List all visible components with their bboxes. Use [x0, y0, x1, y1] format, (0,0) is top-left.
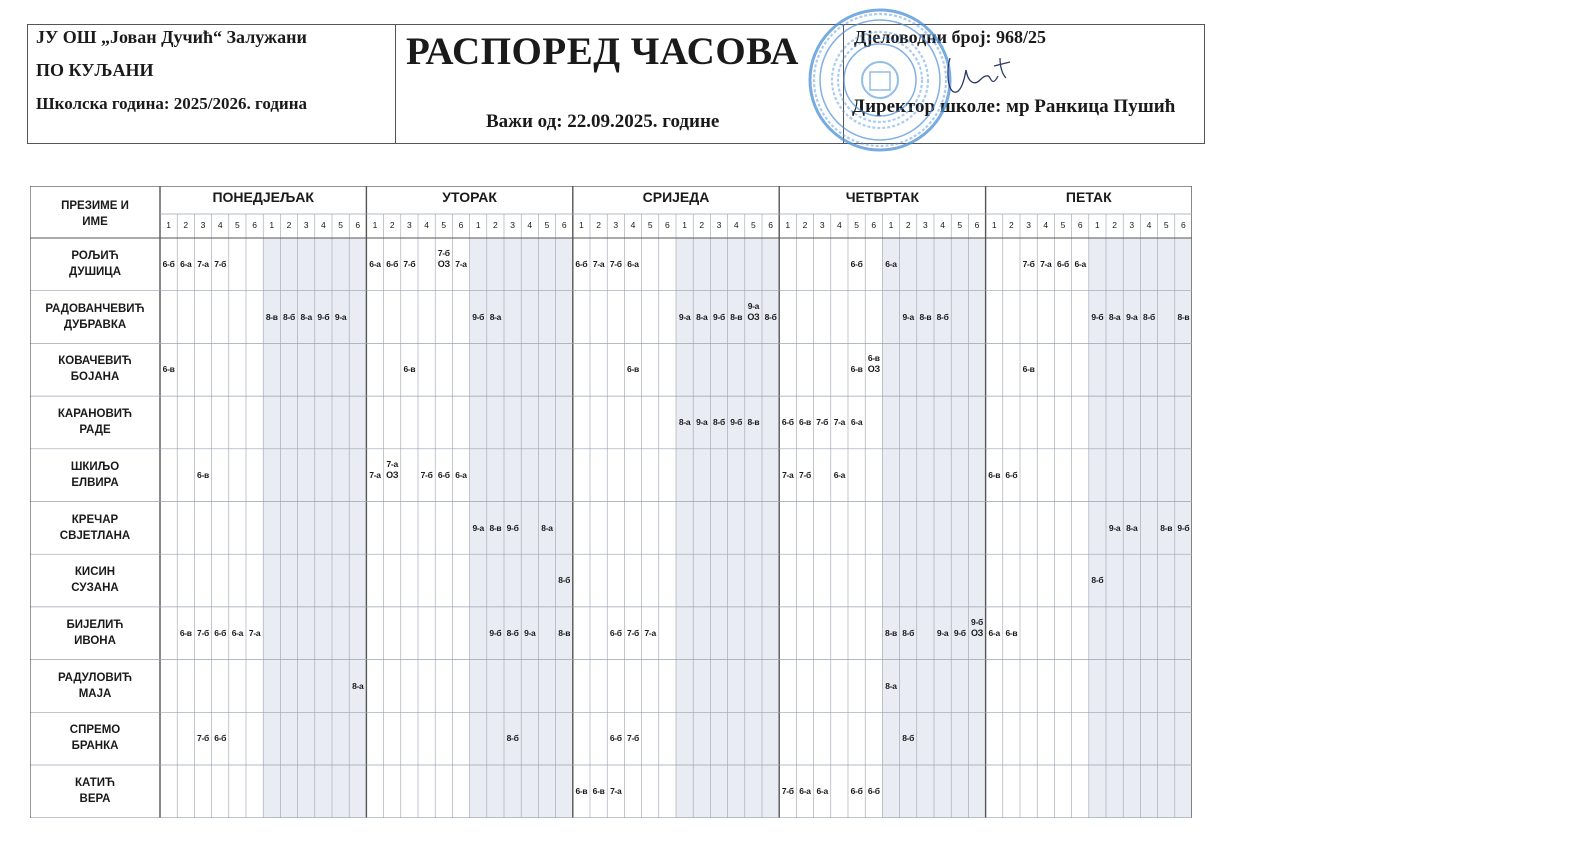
class-cell: 8-а — [678, 417, 691, 428]
period-number: 1 — [372, 220, 378, 230]
period-number: 2 — [1112, 220, 1117, 230]
class-cell: 6-а — [885, 259, 897, 269]
class-cell: 7-а — [610, 786, 622, 796]
period-number: 6 — [252, 220, 257, 230]
school-location: ПО КУЉАНИ — [36, 60, 154, 80]
period-number: 3 — [1129, 220, 1135, 230]
class-cell: 6-в — [162, 364, 175, 375]
teacher-name-line: КАТИЋ — [74, 777, 116, 789]
school-info — [28, 25, 396, 143]
period-number: 3 — [716, 220, 722, 230]
class-cell: 8-в — [265, 311, 278, 322]
period-number: 4 — [217, 220, 223, 230]
period-number: 4 — [1146, 220, 1152, 230]
teacher-name-line: КРЕЧАР — [71, 513, 119, 526]
class-cell: 9-б — [489, 627, 502, 638]
period-number: 4 — [321, 220, 326, 230]
period-number: 1 — [269, 220, 275, 230]
class-cell: 6-а — [231, 627, 244, 638]
class-cell: 7-б — [1022, 259, 1035, 269]
period-number: 3 — [303, 220, 309, 230]
period-number: 2 — [286, 220, 292, 230]
class-cell: 8-б — [902, 627, 915, 638]
class-cell: 8-в — [1177, 311, 1190, 322]
class-cell: 7-б — [816, 417, 829, 428]
class-cell: 6-б — [214, 627, 227, 638]
class-cell: 7-б — [627, 733, 639, 744]
teacher-name — [30, 617, 160, 649]
period-number: 1 — [991, 220, 997, 230]
class-cell: 7-а — [644, 627, 656, 638]
period-number: 1 — [475, 220, 481, 230]
class-cell: 8-а — [300, 311, 312, 322]
oz-note: ОЗ — [867, 364, 880, 375]
class-cell: 9-а — [524, 627, 536, 638]
name-header-line: ИМЕ — [82, 216, 108, 228]
class-cell: 6-в — [179, 627, 192, 638]
period-number: 5 — [751, 220, 756, 230]
period-number: 3 — [1026, 220, 1031, 230]
class-cell: 6-а — [988, 627, 1000, 638]
class-cell: 6-в — [1022, 364, 1035, 375]
class-cell: 6-в — [850, 364, 863, 375]
class-cell: 6-а — [799, 786, 811, 796]
teacher-name-line: СВЈЕТЛАНА — [59, 529, 131, 542]
class-cell: 8-б — [1143, 311, 1155, 322]
teacher-name — [30, 459, 160, 491]
oz-note: ОЗ — [747, 311, 760, 322]
class-cell: 6-б — [850, 259, 863, 269]
class-cell: 6-а — [455, 469, 467, 480]
class-label: 7-а — [386, 458, 398, 469]
period-number: 6 — [1077, 220, 1083, 230]
teacher-name — [30, 353, 160, 385]
period-number: 4 — [424, 220, 429, 230]
class-cell: 8-б — [558, 575, 571, 586]
class-cell: 6-в — [1005, 627, 1018, 638]
class-cell: 6-а — [833, 469, 846, 480]
class-cell: 6-б — [386, 259, 399, 269]
teacher-name-line: БРАНКА — [71, 740, 119, 753]
class-cell: 6-б — [609, 733, 622, 744]
class-label: 7-б — [437, 248, 450, 258]
teacher-name-line: ИВОНА — [74, 634, 116, 647]
teacher-name-line: КАРАНОВИЋ — [57, 408, 133, 421]
director-signature-line: Директор школе: мр Ранкица Пушић — [852, 96, 1176, 117]
period-number: 4 — [1043, 220, 1049, 230]
class-cell: 8-в — [489, 522, 502, 533]
period-number: 1 — [1095, 220, 1100, 230]
class-cell: 9-а — [472, 522, 484, 533]
class-label: 9-а — [747, 300, 760, 311]
period-number: 6 — [561, 220, 567, 230]
teacher-name — [30, 512, 160, 544]
period-number: 1 — [888, 220, 894, 230]
oz-note: ОЗ — [437, 259, 450, 269]
class-cell: 8-в — [919, 311, 932, 322]
class-cell: 8-б — [713, 417, 725, 428]
class-cell: 6-а — [369, 259, 381, 269]
class-cell: 7-а — [833, 417, 846, 428]
class-cell: 6-а — [850, 417, 863, 428]
period-number: 5 — [854, 220, 859, 230]
class-cell: 8-а — [1126, 522, 1138, 533]
class-cell: 9-а — [678, 311, 691, 322]
class-cell: 8-а — [352, 680, 364, 691]
class-cell: 7-а — [248, 627, 261, 638]
period-number: 3 — [200, 220, 206, 230]
day-header: ЧЕТВРТАК — [845, 189, 920, 205]
class-cell: 6-а — [627, 259, 639, 269]
period-number: 3 — [819, 220, 825, 230]
period-number: 5 — [957, 220, 963, 230]
period-number: 6 — [458, 220, 464, 230]
period-number: 2 — [389, 220, 395, 230]
name-header-line: ПРЕЗИМЕ И — [61, 200, 129, 212]
class-cell: 8-б — [506, 733, 519, 744]
teacher-name-line: РАДЕ — [79, 424, 111, 437]
class-cell: 8-а — [541, 522, 553, 533]
period-number: 5 — [338, 220, 343, 230]
school-year: Школска година: 2025/2026. година — [36, 94, 308, 113]
period-number: 6 — [1181, 220, 1186, 230]
teacher-name-line: ШКИЉО — [70, 460, 120, 473]
period-number: 1 — [166, 220, 171, 230]
class-cell — [745, 301, 762, 323]
period-number: 5 — [1060, 220, 1066, 230]
period-number: 3 — [407, 220, 412, 230]
class-cell: 6-в — [403, 364, 416, 375]
period-number: 5 — [235, 220, 240, 230]
class-cell: 6-а — [1074, 259, 1086, 269]
class-cell: 9-б — [953, 627, 966, 638]
period-number: 6 — [665, 220, 670, 230]
class-cell: 7-б — [420, 469, 433, 480]
class-cell: 7-б — [214, 259, 227, 269]
class-cell: 6-б — [214, 733, 227, 744]
period-number: 3 — [923, 220, 928, 230]
teacher-name — [30, 406, 160, 438]
title-block — [396, 25, 844, 143]
teacher-name-line: СУЗАНА — [71, 582, 119, 595]
class-cell: 9-б — [506, 522, 519, 533]
period-number: 3 — [613, 220, 619, 230]
class-cell: 9-а — [696, 417, 708, 428]
class-cell: 9-б — [713, 311, 725, 322]
period-number: 2 — [493, 220, 498, 230]
period-number: 4 — [940, 220, 945, 230]
class-cell: 8-б — [764, 311, 777, 322]
class-cell: 8-в — [747, 417, 760, 428]
name-column-header — [30, 198, 160, 230]
class-cell: 7-а — [197, 259, 209, 269]
period-number: 2 — [905, 220, 911, 230]
director-signature — [944, 52, 1016, 98]
class-cell: 9-б — [317, 311, 330, 322]
period-number: 4 — [527, 220, 533, 230]
teacher-name-line: КИСИН — [74, 566, 116, 579]
class-cell: 8-в — [558, 627, 571, 638]
class-cell: 6-б — [867, 786, 880, 796]
teacher-name-line: ВЕРА — [79, 793, 111, 805]
class-cell: 9-б — [472, 311, 485, 322]
timetable-grid — [30, 186, 1192, 818]
teacher-name-line: БОЈАНА — [70, 371, 120, 384]
class-cell: 6-б — [781, 417, 794, 428]
class-cell: 8-а — [696, 311, 708, 322]
day-header: ПЕТАК — [1065, 189, 1112, 205]
teacher-name-line: РОЉИЋ — [71, 250, 119, 262]
document-header — [27, 24, 1205, 144]
class-cell: 6-а — [816, 786, 828, 796]
class-cell: 7-а — [369, 469, 381, 480]
class-cell: 8-а — [1108, 311, 1121, 322]
class-cell: 6-б — [437, 469, 450, 480]
class-cell: 9-а — [1126, 311, 1138, 322]
class-cell: 7-б — [799, 469, 811, 480]
class-cell: 7-а — [592, 259, 605, 269]
class-cell: 6-в — [592, 786, 605, 796]
period-number: 4 — [733, 220, 739, 230]
day-header: СРИЈЕДА — [642, 189, 710, 205]
class-cell: 8-в — [885, 627, 897, 638]
period-number: 6 — [974, 220, 980, 230]
period-number: 6 — [355, 220, 361, 230]
class-cell — [435, 248, 452, 270]
class-cell: 8-в — [1160, 522, 1173, 533]
class-cell: 8-б — [283, 311, 295, 322]
period-number: 4 — [630, 220, 636, 230]
school-name: ЈУ ОШ „Јован Дучић“ Залужани — [36, 27, 307, 47]
period-number: 2 — [1009, 220, 1014, 230]
period-number: 2 — [183, 220, 189, 230]
class-cell: 8-б — [1091, 575, 1104, 586]
class-cell: 7-б — [627, 627, 639, 638]
class-cell: 6-б — [850, 786, 863, 796]
record-number: Дјеловодни број: 968/25 — [854, 27, 1046, 47]
school-stamp — [806, 6, 954, 154]
class-cell: 7-б — [609, 259, 622, 269]
teacher-name-line: ДУБРАВКА — [63, 318, 127, 331]
day-header: УТОРАК — [442, 189, 497, 205]
class-cell: 9-а — [334, 311, 347, 322]
teacher-name-line: СПРЕМО — [69, 724, 121, 737]
class-cell: 7-б — [197, 733, 209, 744]
class-cell: 8-а — [489, 311, 502, 322]
class-cell: 7-б — [197, 627, 209, 638]
teacher-name — [30, 301, 160, 333]
day-header: ПОНЕДЈЕЉАК — [212, 189, 314, 205]
teacher-name-line: МАЈА — [78, 687, 112, 700]
class-cell — [384, 459, 401, 481]
period-number: 3 — [510, 220, 515, 230]
class-cell: 7-б — [781, 786, 794, 796]
period-number: 1 — [785, 220, 791, 230]
teacher-name — [30, 775, 160, 807]
class-cell: 6-б — [1005, 469, 1018, 480]
timetable — [30, 186, 1192, 818]
teacher-name-line: РАДУЛОВИЋ — [57, 671, 133, 684]
class-cell: 7-а — [455, 259, 467, 269]
class-cell: 9-а — [936, 627, 949, 638]
class-cell: 9-а — [902, 311, 914, 322]
class-cell: 6-б — [1057, 259, 1069, 269]
class-cell: 8-б — [902, 733, 915, 744]
class-cell: 6-б — [162, 259, 175, 269]
class-cell: 6-б — [609, 627, 622, 638]
class-label: 6-в — [867, 353, 880, 364]
class-cell: 9-б — [730, 417, 743, 428]
period-number: 4 — [837, 220, 842, 230]
class-cell: 6-а — [180, 259, 192, 269]
period-number: 2 — [802, 220, 808, 230]
teacher-name-line: КОВАЧЕВИЋ — [58, 355, 132, 368]
class-cell: 7-а — [1040, 259, 1052, 269]
period-number: 5 — [1163, 220, 1169, 230]
class-cell: 7-б — [403, 259, 416, 269]
period-number: 6 — [871, 220, 877, 230]
teacher-name — [30, 670, 160, 702]
period-number: 1 — [682, 220, 687, 230]
period-number: 6 — [768, 220, 773, 230]
period-number: 1 — [579, 220, 584, 230]
valid-from: Важи од: 22.09.2025. године — [486, 111, 720, 132]
class-cell: 9-а — [1108, 522, 1121, 533]
class-cell: 7-а — [782, 469, 794, 480]
teacher-name — [30, 722, 160, 754]
teacher-name — [30, 564, 160, 596]
teacher-name-line: ЕЛВИРА — [71, 476, 119, 489]
teacher-name — [30, 248, 160, 280]
class-cell: 6-в — [627, 364, 639, 375]
class-cell: 6-в — [575, 786, 588, 796]
class-cell: 8-а — [885, 680, 897, 691]
class-cell: 8-б — [506, 627, 519, 638]
class-label: 9-б — [971, 616, 983, 627]
teacher-name-line: БИЈЕЛИЋ — [66, 618, 124, 631]
oz-note: ОЗ — [386, 469, 399, 480]
page-title: РАСПОРЕД ЧАСОВА — [406, 30, 799, 73]
period-number: 5 — [544, 220, 550, 230]
period-number: 2 — [596, 220, 601, 230]
class-cell — [865, 353, 882, 375]
oz-note: ОЗ — [970, 627, 983, 638]
teacher-name-line: РАДОВАНЧЕВИЋ — [45, 302, 145, 315]
class-cell: 8-в — [730, 311, 743, 322]
class-cell: 6-в — [988, 469, 1001, 480]
teacher-name-line: ДУШИЦА — [68, 266, 121, 278]
class-cell: 6-в — [197, 469, 209, 480]
class-cell: 6-в — [799, 417, 811, 428]
class-cell: 8-б — [936, 311, 949, 322]
class-cell: 6-б — [575, 259, 588, 269]
class-cell: 9-б — [1177, 522, 1190, 533]
period-number: 2 — [699, 220, 705, 230]
period-number: 5 — [441, 220, 447, 230]
class-cell — [968, 617, 985, 639]
class-cell: 9-б — [1091, 311, 1104, 322]
period-number: 5 — [647, 220, 653, 230]
